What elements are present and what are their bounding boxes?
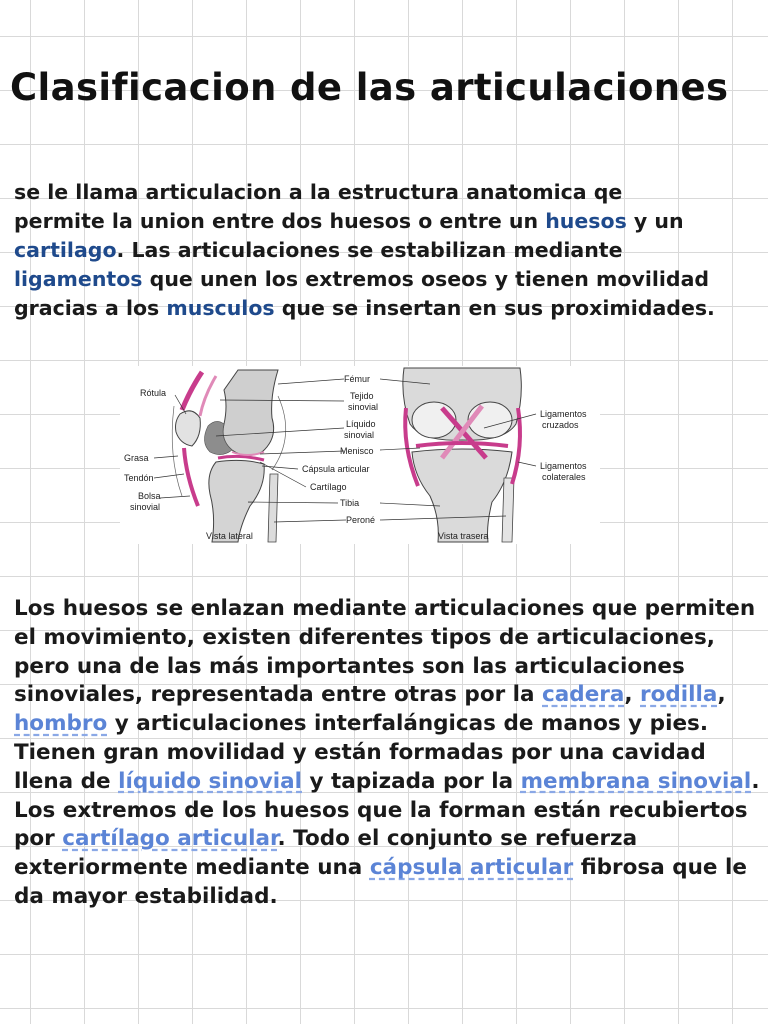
label-grasa: Grasa [124,453,149,463]
link-capsula-articular[interactable]: cápsula articular [369,855,574,881]
label-cruzados: cruzados [542,420,579,430]
term-cartilago: cartilago [14,238,117,262]
knee-joint-illustration [120,366,600,544]
intro-line [14,207,734,236]
term-huesos: huesos [545,209,627,233]
intro-line [14,265,734,294]
intro-paragraph [14,178,734,323]
body-text: el movimiento, existen diferentes tipos de articulaciones, [14,624,715,650]
intro-text: se le llama articulacion a la estructura anatomica qe [14,180,623,204]
label-cartilago: Cartílago [310,482,347,492]
body-paragraph [14,595,759,912]
label-liquido: Líquido [346,419,376,429]
label-tibia: Tibia [340,498,360,508]
intro-line [14,294,734,323]
link-cadera[interactable]: cadera [542,682,625,708]
label-capsula-articular: Cápsula articular [302,464,370,474]
body-line [14,710,759,739]
body-text: Tienen gran movilidad y están formadas por una cavidad [14,739,706,765]
body-line [14,681,759,710]
label-bolsa: Bolsa [138,491,161,501]
label-femur: Fémur [344,374,371,384]
label-menisco: Menisco [340,446,374,456]
label-colaterales: colaterales [542,472,586,482]
body-line [14,624,759,653]
intro-text: gracias a los [14,296,167,320]
label-ligamentos-cruzados: Ligamentos [540,409,587,419]
body-text: Los extremos de los huesos que la forman están recubiertos [14,797,748,823]
knee-joint-figure [120,366,600,544]
body-line [14,825,759,854]
body-text: y tapizada por la [302,768,521,794]
intro-text: . Las articulaciones se estabilizan mediante [116,238,623,262]
link-rodilla[interactable]: rodilla [640,682,718,708]
label-tejido: Tejido [350,391,374,401]
term-ligamentos: ligamentos [14,267,143,291]
intro-line [14,236,734,265]
body-line [14,739,759,768]
link-cartilago-articular[interactable]: cartílago articular [62,826,278,852]
body-text: da mayor estabilidad. [14,883,278,909]
body-line [14,768,759,797]
label-tendon: Tendón [124,473,154,483]
body-text: fibrosa que le [573,855,747,881]
link-hombro[interactable]: hombro [14,711,108,737]
body-line [14,595,759,624]
body-line [14,653,759,682]
body-text: por [14,826,63,852]
label-liquido-sinovial: sinovial [344,430,375,440]
label-ligamentos-colaterales: Ligamentos [540,461,587,471]
intro-text: que se insertan en sus proximidades. [274,296,715,320]
body-line [14,797,759,826]
link-liquido-sinovial[interactable]: líquido sinovial [118,768,303,794]
body-text: y articulaciones interfalángicas de manos y pies. [107,711,708,737]
page-title: Clasificacion de las articulaciones [10,66,729,109]
intro-text: permite la union entre dos huesos o entre un [14,209,546,233]
caption-vista-lateral: Vista lateral [206,531,253,541]
body-text: sinoviales, representada entre otras por la [14,682,543,708]
intro-text: que unen los extremos oseos y tienen movilidad [142,267,710,291]
body-text: Los huesos se enlazan mediante articulaciones que permiten [14,596,756,621]
label-rotula: Rótula [140,388,167,398]
link-membrana-sinovial[interactable]: membrana sinovial [520,768,752,794]
body-text: llena de [14,768,119,794]
term-musculos: musculos [166,296,275,320]
body-text: exteriormente mediante una [14,855,370,881]
body-text: , [624,682,641,708]
intro-text: y un [626,209,684,233]
body-line [14,854,759,883]
body-text: . [751,768,760,794]
caption-vista-trasera: Vista trasera [438,531,489,541]
label-tejido-sinovial: sinovial [348,402,379,412]
body-line [14,883,759,912]
lateral-view-drawing [172,370,286,542]
label-bolsa-sinovial: sinovial [130,502,161,512]
body-text: . Todo el conjunto se refuerza [277,826,638,852]
body-text: pero una de las más importantes son las articulaciones [14,653,685,679]
label-perone: Peroné [346,515,376,525]
body-text: , [717,682,726,708]
intro-line [14,178,734,207]
